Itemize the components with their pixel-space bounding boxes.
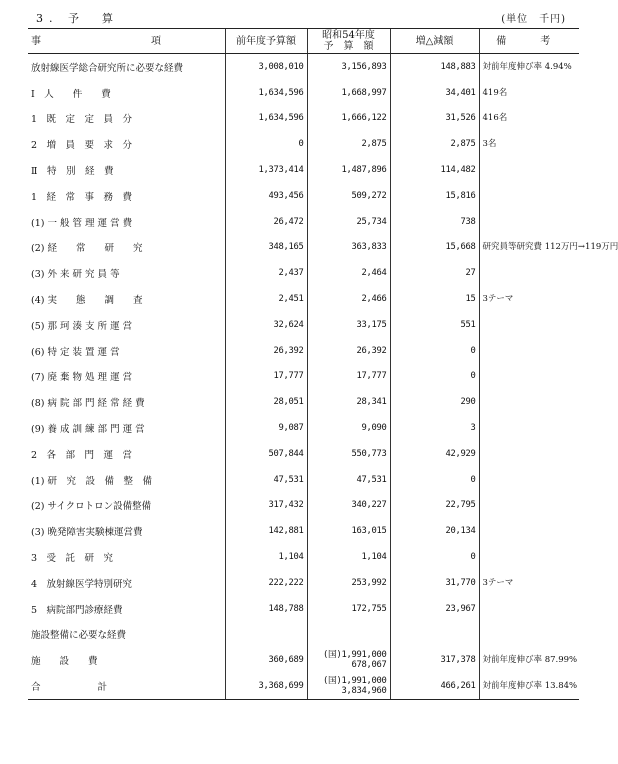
row-current	[307, 312, 390, 338]
row-diff	[390, 622, 479, 648]
row-current-line: 2,466	[361, 294, 387, 305]
row-prev: 360,689	[225, 647, 307, 673]
row-prev: 507,844	[225, 441, 307, 467]
row-diff: 15	[390, 286, 479, 312]
row-diff: 114,482	[390, 157, 479, 183]
row-note	[479, 312, 579, 338]
row-diff: 290	[390, 389, 479, 415]
row-note	[479, 596, 579, 622]
row-current	[307, 493, 390, 519]
table-row	[28, 622, 579, 648]
unit-label: (単位 千円)	[501, 14, 566, 25]
row-note	[479, 260, 579, 286]
row-item: 施 設 費	[31, 656, 98, 668]
row-current	[307, 235, 390, 261]
row-note	[479, 544, 579, 570]
row-current-line: 2,875	[361, 139, 387, 150]
row-prev: 1,104	[225, 544, 307, 570]
row-current-line: 2,464	[361, 268, 387, 279]
row-note	[479, 622, 579, 648]
table-row	[28, 544, 579, 570]
row-item: 放射線医学総合研究所に必要な経費	[31, 62, 184, 74]
header-diff: 増△減額	[390, 29, 479, 54]
header-item: 事 項	[28, 29, 225, 54]
header-note: 備 考	[479, 29, 579, 54]
row-prev: 1,634,596	[225, 80, 307, 106]
row-note: 416名	[479, 106, 579, 132]
row-current	[307, 338, 390, 364]
row-current	[307, 80, 390, 106]
row-current	[307, 157, 390, 183]
row-item: (1) 研 究 設 備 整 備	[31, 475, 152, 487]
row-prev: 0	[225, 131, 307, 157]
table-row	[28, 209, 579, 235]
table-row	[28, 183, 579, 209]
row-current-line: 253,992	[351, 577, 387, 588]
row-note	[479, 183, 579, 209]
row-current-line: 47,531	[356, 474, 387, 485]
table-row	[28, 106, 579, 132]
row-current	[307, 673, 390, 699]
table-row	[28, 157, 579, 183]
row-prev: 28,051	[225, 389, 307, 415]
row-item: 2 各 部 門 運 営	[31, 449, 133, 461]
row-current	[307, 54, 390, 80]
row-item: 5 病院部門診療経費	[31, 604, 123, 616]
row-prev: 493,456	[225, 183, 307, 209]
row-diff: 0	[390, 544, 479, 570]
table-row	[28, 80, 579, 106]
header-current-line1: 昭和54年度	[322, 30, 375, 41]
row-note	[479, 441, 579, 467]
row-prev: 1,373,414	[225, 157, 307, 183]
row-current-line: 25,734	[356, 216, 387, 227]
row-diff: 317,378	[390, 647, 479, 673]
row-current-line: (国)1,991,000	[323, 676, 387, 687]
table-row	[28, 673, 579, 699]
row-item: 2 増 員 要 求 分	[31, 140, 133, 152]
row-diff: 738	[390, 209, 479, 235]
row-note	[479, 157, 579, 183]
row-current-line: 26,392	[356, 345, 387, 356]
row-prev: 2,451	[225, 286, 307, 312]
table-row	[28, 235, 579, 261]
row-prev: 148,788	[225, 596, 307, 622]
table-row	[28, 518, 579, 544]
row-diff: 466,261	[390, 673, 479, 699]
header-current-line2: 予 算 額	[323, 41, 374, 52]
row-prev: 26,472	[225, 209, 307, 235]
row-prev: 1,634,596	[225, 106, 307, 132]
row-item: (5) 那 珂 湊 支 所 運 営	[31, 320, 133, 332]
row-note	[479, 467, 579, 493]
row-diff: 2,875	[390, 131, 479, 157]
table-row	[28, 364, 579, 390]
row-diff: 23,967	[390, 596, 479, 622]
row-prev: 348,165	[225, 235, 307, 261]
row-current-line: 9,090	[361, 423, 387, 434]
row-note: 対前年度伸び率 4.94%	[479, 54, 579, 80]
row-current-line: 678,067	[351, 660, 387, 671]
row-prev: 9,087	[225, 415, 307, 441]
row-diff: 34,401	[390, 80, 479, 106]
row-current-line: 3,156,893	[341, 61, 387, 72]
row-diff: 551	[390, 312, 479, 338]
row-current-line: 363,833	[351, 242, 387, 253]
row-item: Ⅰ 人 件 費	[31, 88, 111, 100]
table-row	[28, 286, 579, 312]
row-prev: 142,881	[225, 518, 307, 544]
row-current	[307, 389, 390, 415]
row-note	[479, 493, 579, 519]
row-current	[307, 467, 390, 493]
row-note: 対前年度伸び率 13.84%	[479, 673, 579, 699]
header-row	[28, 29, 579, 54]
table-row	[28, 596, 579, 622]
row-prev: 222,222	[225, 570, 307, 596]
row-prev: 26,392	[225, 338, 307, 364]
row-note: 対前年度伸び率 87.99%	[479, 647, 579, 673]
row-diff: 42,929	[390, 441, 479, 467]
row-prev: 32,624	[225, 312, 307, 338]
row-item: (2) 経 常 研 究	[31, 243, 143, 255]
row-item: Ⅱ 特 別 経 費	[31, 166, 114, 178]
row-item: 1 既 定 定 員 分	[31, 114, 133, 126]
table-row	[28, 260, 579, 286]
row-diff: 15,668	[390, 235, 479, 261]
row-note: 3テーマ	[479, 286, 579, 312]
row-item: (3) 晩発障害実験棟運営費	[31, 527, 143, 539]
row-current	[307, 441, 390, 467]
row-current	[307, 106, 390, 132]
row-current-line: 1,487,896	[341, 165, 387, 176]
table-row	[28, 570, 579, 596]
table-row	[28, 493, 579, 519]
row-item: 1 経 常 事 務 費	[31, 191, 133, 203]
row-current-line: (国)1,991,000	[323, 650, 387, 661]
row-current	[307, 622, 390, 648]
header-prev: 前年度予算額	[225, 29, 307, 54]
table-row	[28, 647, 579, 673]
row-note: 研究員等研究費 112万円→119万円	[479, 235, 579, 261]
row-note: 419名	[479, 80, 579, 106]
row-prev: 17,777	[225, 364, 307, 390]
table-row	[28, 131, 579, 157]
row-prev: 3,368,699	[225, 673, 307, 699]
row-diff: 27	[390, 260, 479, 286]
table-row	[28, 54, 579, 80]
row-prev: 317,432	[225, 493, 307, 519]
row-current-line: 1,104	[361, 552, 387, 563]
row-current	[307, 131, 390, 157]
row-current	[307, 596, 390, 622]
row-diff: 31,526	[390, 106, 479, 132]
row-item: (9) 養 成 訓 練 部 門 運 営	[31, 424, 145, 436]
row-diff: 15,816	[390, 183, 479, 209]
row-item: (6) 特 定 装 置 運 営	[31, 346, 120, 358]
header-current	[307, 29, 390, 54]
table-row	[28, 441, 579, 467]
row-current-line: 172,755	[351, 603, 387, 614]
row-diff: 31,770	[390, 570, 479, 596]
row-current-line: 3,834,960	[341, 686, 387, 697]
row-current	[307, 364, 390, 390]
row-note	[479, 389, 579, 415]
row-current-line: 1,668,997	[341, 87, 387, 98]
row-diff: 148,883	[390, 54, 479, 80]
row-note	[479, 415, 579, 441]
row-current-line: 340,227	[351, 500, 387, 511]
row-current-line: 163,015	[351, 526, 387, 537]
row-diff: 0	[390, 338, 479, 364]
row-current	[307, 183, 390, 209]
row-current-line: 17,777	[356, 371, 387, 382]
row-current	[307, 544, 390, 570]
row-current	[307, 415, 390, 441]
row-current	[307, 570, 390, 596]
table-row	[28, 389, 579, 415]
row-current-line: 509,272	[351, 190, 387, 201]
section-title: 3. 予 算	[36, 12, 119, 25]
table-body	[28, 54, 618, 700]
row-current-line: 1,666,122	[341, 113, 387, 124]
row-prev	[225, 622, 307, 648]
row-current-line: 550,773	[351, 448, 387, 459]
row-diff: 22,795	[390, 493, 479, 519]
row-current	[307, 518, 390, 544]
row-current	[307, 647, 390, 673]
row-current	[307, 209, 390, 235]
row-item: (8) 病 院 部 門 経 常 経 費	[31, 398, 145, 410]
row-current-line: 33,175	[356, 319, 387, 330]
row-item: 4 放射線医学特別研究	[31, 578, 133, 590]
table-row	[28, 312, 579, 338]
table-row	[28, 415, 579, 441]
table-row	[28, 467, 579, 493]
row-item: (4) 実 態 調 査	[31, 295, 143, 307]
row-item: (3) 外 来 研 究 員 等	[31, 269, 120, 281]
row-prev: 47,531	[225, 467, 307, 493]
row-item: 合 計	[28, 673, 225, 699]
row-current	[307, 286, 390, 312]
row-item: 施設整備に必要な経費	[31, 630, 127, 642]
table-row	[28, 338, 579, 364]
row-diff: 0	[390, 364, 479, 390]
row-note	[479, 338, 579, 364]
row-current-line: 28,341	[356, 397, 387, 408]
row-note: 3テーマ	[479, 570, 579, 596]
row-prev: 3,008,010	[225, 54, 307, 80]
row-item: 3 受 託 研 究	[31, 553, 114, 565]
row-prev: 2,437	[225, 260, 307, 286]
row-current	[307, 260, 390, 286]
row-note	[479, 364, 579, 390]
row-item: (7) 廃 棄 物 処 理 運 営	[31, 372, 133, 384]
row-item: (2) サイクロトロン設備整備	[31, 501, 152, 513]
row-diff: 0	[390, 467, 479, 493]
budget-table	[28, 28, 618, 700]
row-diff: 3	[390, 415, 479, 441]
row-note	[479, 209, 579, 235]
row-note: 3名	[479, 131, 579, 157]
row-diff: 20,134	[390, 518, 479, 544]
row-note	[479, 518, 579, 544]
row-item: (1) 一 般 管 理 運 営 費	[31, 217, 133, 229]
